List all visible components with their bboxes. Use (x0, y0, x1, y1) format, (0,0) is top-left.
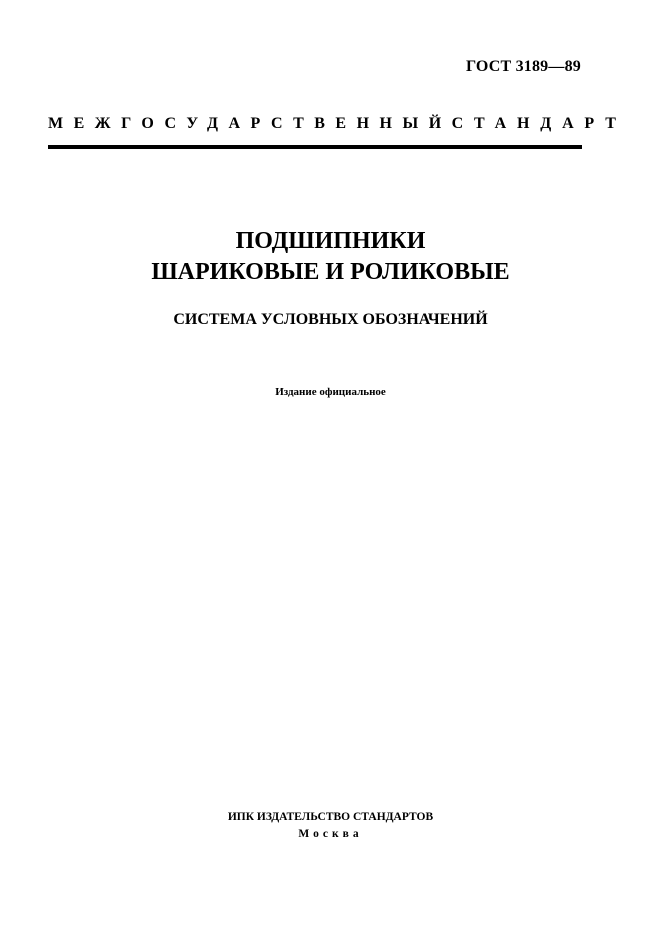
document-title-line-2: ШАРИКОВЫЕ И РОЛИКОВЫЕ (151, 259, 510, 285)
standard-type-header (48, 113, 627, 135)
header-rule (48, 145, 582, 149)
document-title-line-1: ПОДШИПНИКИ (235, 228, 426, 254)
header-word-interstate: МЕЖГОСУДАРСТВЕННЫЙ (48, 115, 452, 132)
header-word-standard: СТАНДАРТ (451, 115, 627, 132)
publisher-city: Москва (298, 828, 363, 840)
document-subtitle: СИСТЕМА УСЛОВНЫХ ОБОЗНАЧЕНИЙ (173, 311, 488, 328)
publisher-name: ИПК ИЗДАТЕЛЬСТВО СТАНДАРТОВ (227, 811, 434, 823)
edition-note: Издание официальное (275, 386, 386, 398)
standard-designation: ГОСТ 3189—89 (465, 58, 581, 75)
